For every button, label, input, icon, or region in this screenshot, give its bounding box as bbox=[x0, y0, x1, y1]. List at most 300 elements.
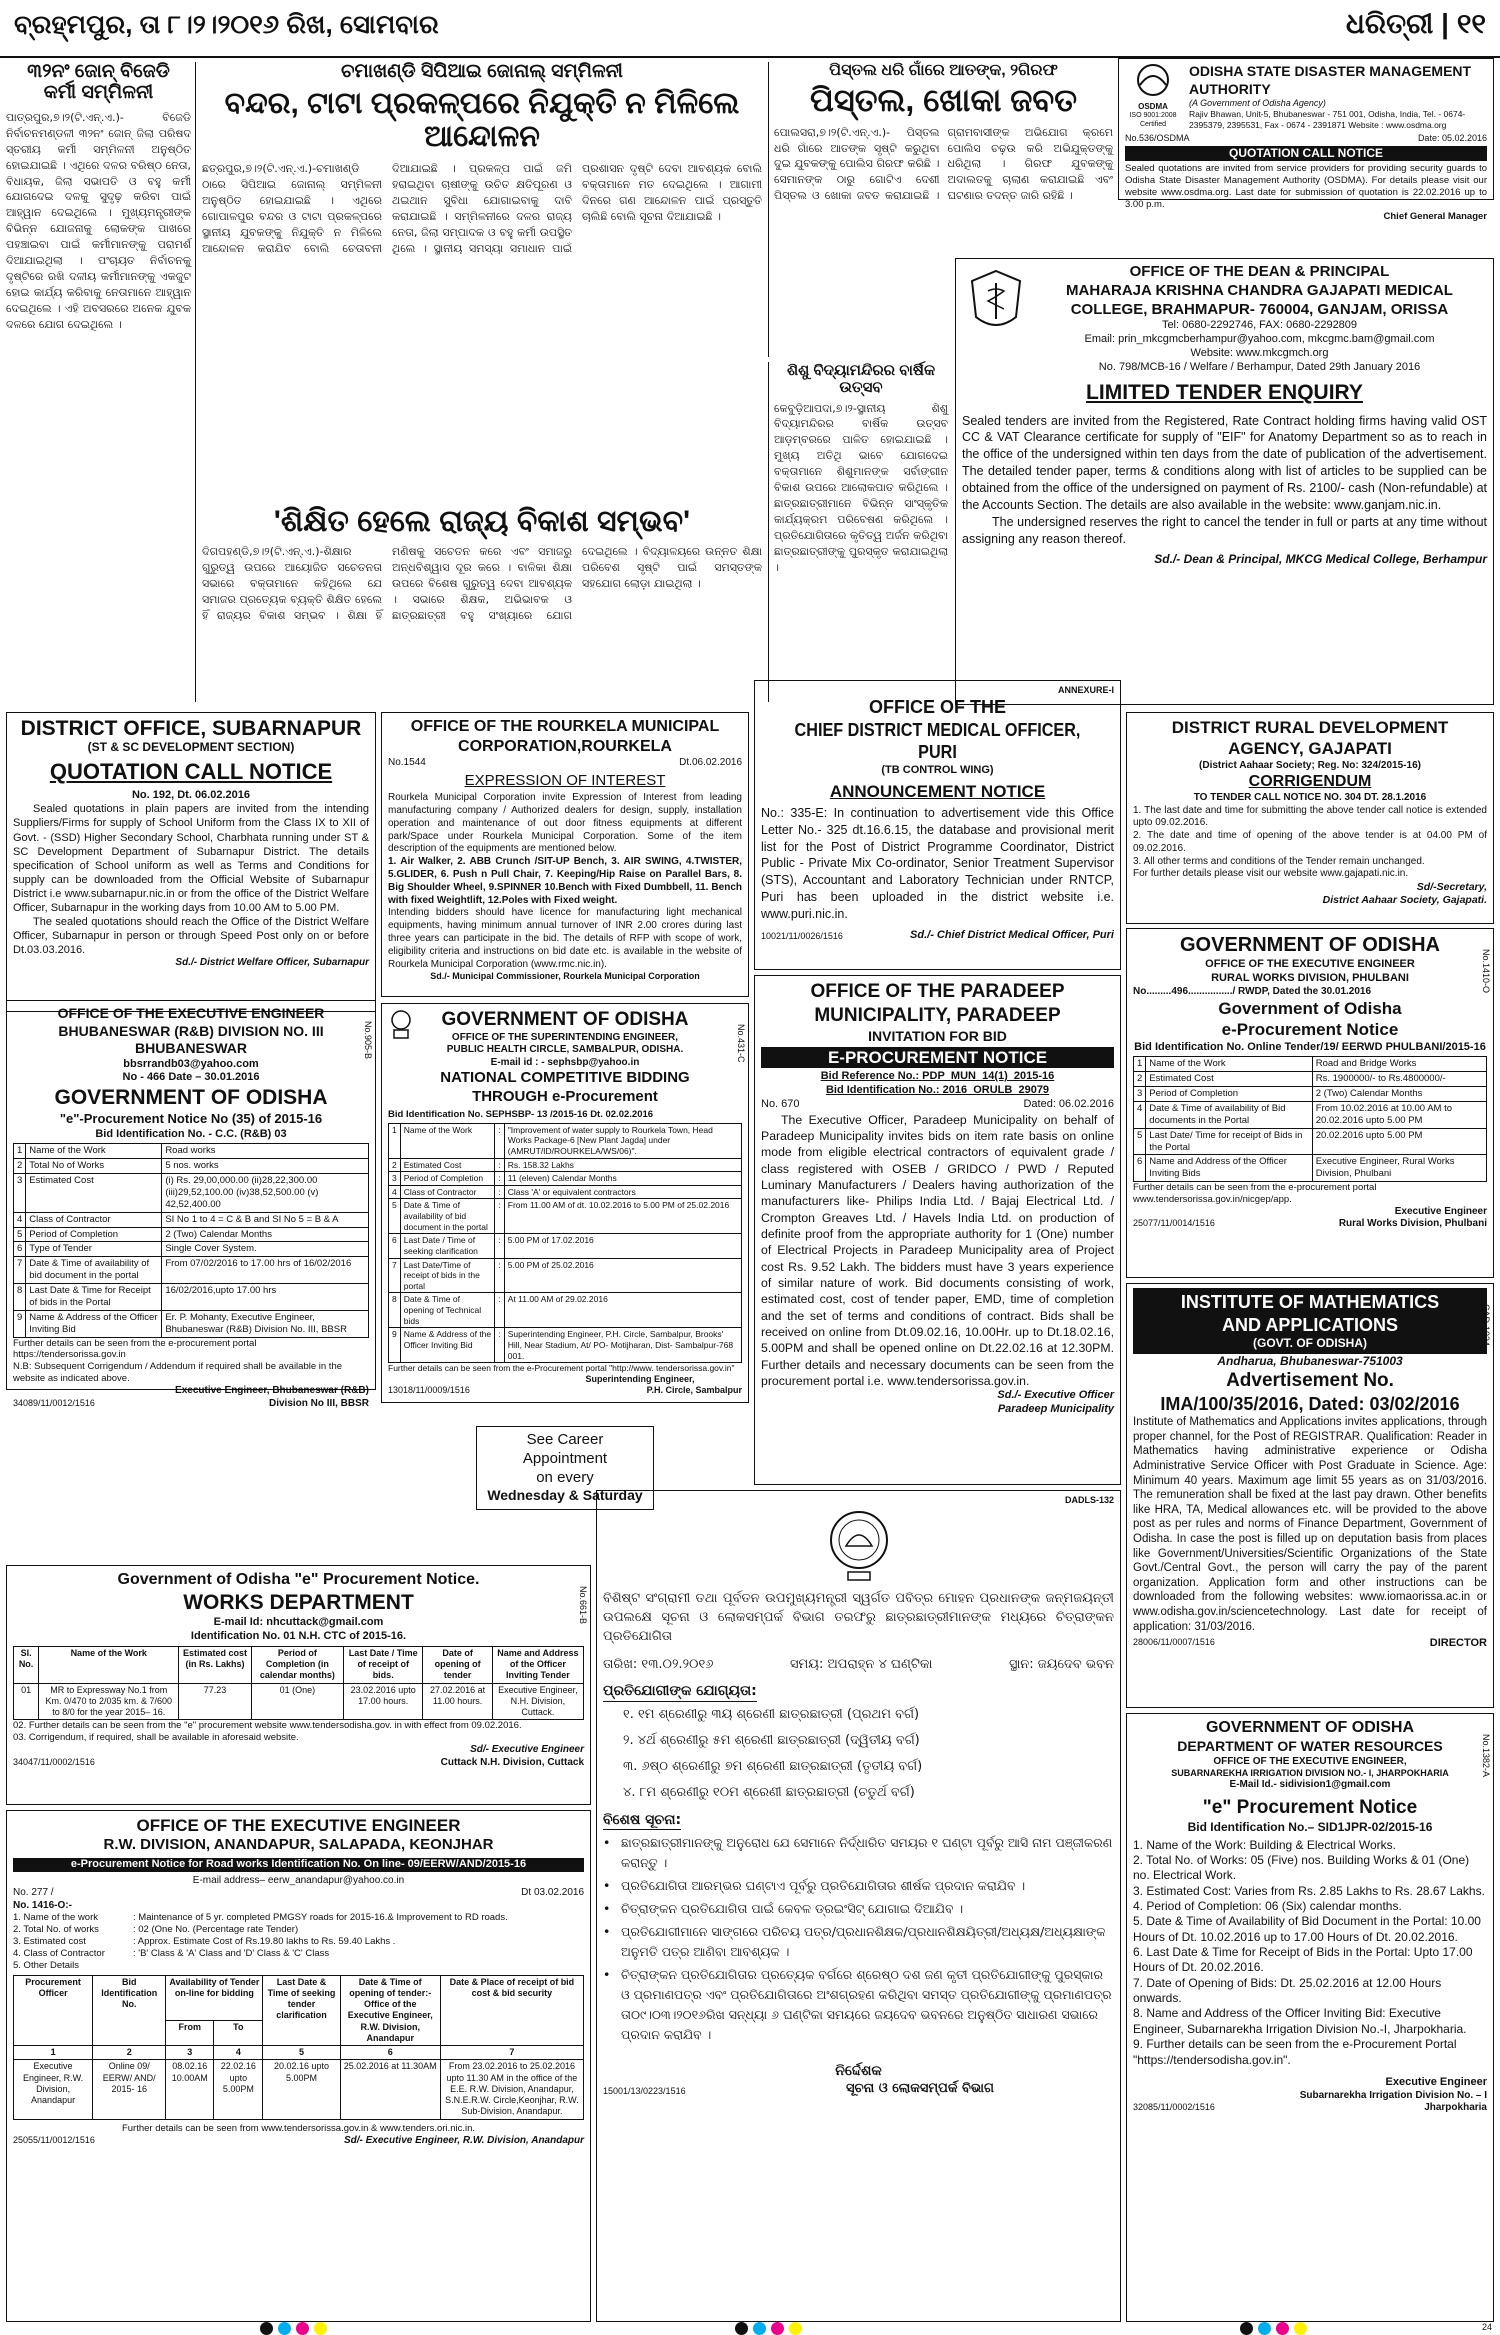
table-cell: Type of Tender bbox=[26, 1242, 162, 1257]
ad-gov: GOVERNMENT OF ODISHA bbox=[441, 1009, 689, 1030]
table-cell: Name & Address of the Officer Inviting Bid bbox=[26, 1310, 162, 1337]
ad-body: Sealed quotations are invited from service providers for providing security guards to Odisha State Disaster Management Authority (OSDMA). For details please visit our website www.osdma.org. Last date for submission of quotation is 22.02.2016 up to 3.00 p.m. bbox=[1125, 162, 1487, 211]
table-cell: 1 bbox=[14, 1144, 26, 1159]
news-title: ୩୨ନଂ ଜୋନ୍ ବିଜେଡି bbox=[27, 61, 170, 82]
ad-bid-ref: Bid Reference No.: PDP_MUN_14(1)_2015-16 bbox=[820, 1070, 1055, 1083]
ad-side-code: No.431-C bbox=[736, 1024, 746, 1063]
ad-email: E-mail address– eerw_anandapur@yahoo.co.in bbox=[192, 1874, 405, 1886]
item-value: : 02 (One No. (Percentage rate Tender) bbox=[133, 1924, 299, 1936]
ad-line: CHIEF DISTRICT MEDICAL OFFICER, PURI bbox=[794, 719, 1081, 763]
phed-table bbox=[388, 1123, 742, 1364]
ad-item: 2. The date and time of opening of the above tender is at 04.00 PM of 09.02.2016. bbox=[1133, 830, 1487, 854]
news-body: ଛତ୍ରପୁର,୭।୨(ଟି.ଏନ୍.ଏ.)-ଚମାଖଣ୍ଡି ଠାରେ ସିପିଆଇ ଜୋନାଲ୍ ସମ୍ମିଳନୀ ଅନୁଷ୍ଠିତ ହୋଇଯାଇଛି । ଏଥିରେ ଗୋପାଳପୁର ବନ୍ଦର ଓ ଟାଟା ପ୍ରକଳ୍ପରେ ସ୍ଥାନୀୟ ଯୁବକଙ୍କୁ ନିଯୁକ୍ତି ନ ମିଳିଲେ ଆନ୍ଦୋଳନ କରାଯିବ ବୋଲି ଚେତାବନୀ ଦିଆଯାଇଛି । ପ୍ରକଳ୍ପ ପାଇଁ ଜମି ହରାଇଥିବା ଚାଷୀଙ୍କୁ ଉଚିତ କ୍ଷତିପୂରଣ ଓ ଥଇଥାନ ସୁବିଧା ଯୋଗାଇବାକୁ ଦାବି କରାଯାଇଛି । ସମ୍ମିଳନୀରେ ଦଳର ରାଜ୍ୟ ନେତା, ଜିଲା ସମ୍ପାଦକ ଓ ବହୁ କର୍ମୀ ଉପସ୍ଥିତ ଥିଲେ । ସ୍ଥାନୀୟ ସମସ୍ୟା ସମାଧାନ ପାଇଁ ପ୍ରଶାସନ ଦୃଷ୍ଟି ଦେବା ଆବଶ୍ୟକ ବୋଲି ବକ୍ତାମାନେ ମତ ଦେଇଥିଲେ । ଆଗାମୀ ଦିନରେ ଗଣ ଆନ୍ଦୋଳନ ପାଇଁ ପ୍ରସ୍ତୁତି ଚାଲିଛି ବୋଲି ସୂଚନା ଦିଆଯାଇଛି । bbox=[202, 161, 762, 255]
ad-subarnarekha bbox=[1126, 1713, 1494, 2322]
ad-phed-sambalpur bbox=[381, 1003, 749, 1403]
ad-signature: Division No III, BBSR bbox=[268, 1397, 369, 1409]
ad-drda-gajapati bbox=[1126, 712, 1494, 924]
ad-line: DISTRICT OFFICE, SUBARNAPUR bbox=[20, 717, 362, 740]
notes-title: ବିଶେଷ ସୂଚନା: bbox=[603, 1812, 681, 1831]
ad-code: DADLS-132 bbox=[1064, 1495, 1114, 1505]
table-row bbox=[1134, 1057, 1487, 1072]
career-line: Wednesday & Saturday bbox=[487, 1487, 643, 1504]
table-row bbox=[1134, 1128, 1487, 1155]
news-kicker: ଚମାଖଣ୍ଡି ସିପିଆଇ ଜୋନାଲ୍ ସମ୍ମିଳନୀ bbox=[341, 61, 623, 82]
ad-ref-no: No.536/OSDMA bbox=[1125, 132, 1190, 143]
ad-line: INVITATION FOR BID bbox=[868, 1027, 1007, 1044]
ad-footer-note: N.B: Subsequent Corrigendum / Addendum if required shall be available in the website as indicated above. bbox=[13, 1361, 343, 1385]
ad-heading: E-PROCUREMENT NOTICE bbox=[761, 1047, 1114, 1068]
list-item: 5. Date & Time of Availability of Bid Document in the Portal: 10.00 Hours of Dt. 10.02.2016 up to 17.00 Hours of Dt. 20.02.2016. bbox=[1133, 1914, 1481, 1944]
table-cell: : bbox=[495, 1199, 504, 1234]
ad-line: OFFICE OF THE EXECUTIVE ENGINEER bbox=[1205, 958, 1415, 970]
col-header: Name of the Work bbox=[39, 1646, 179, 1683]
ad-email: bbsrrandb03@yahoo.com bbox=[123, 1057, 259, 1070]
table-cell: Period of Completion bbox=[26, 1227, 162, 1242]
list-item bbox=[13, 1936, 584, 1948]
categories-list bbox=[603, 1702, 1114, 1806]
ad-intro: ବିଶିଷ୍ଟ ସଂଗ୍ରାମୀ ତଥା ପୂର୍ବତନ ଉପମୁଖ୍ୟମନ୍ତ୍ରୀ ସ୍ୱର୍ଗତ ପବିତ୍ର ମୋହନ ପ୍ରଧାନଙ୍କ ଜନ୍ମଜୟନ୍ତୀ ଉପଲକ୍ଷେ ସୂଚନା ଓ ଲୋକସମ୍ପର୍କ ବିଭାଗ ତରଫରୁ ଛାତ୍ରଛାତ୍ରୀମାନଙ୍କ ମଧ୍ୟରେ ଚିତ୍ରାଙ୍କନ ପ୍ରତିଯୋଗିତା bbox=[603, 1591, 1114, 1644]
ad-bbsr-rnb bbox=[6, 1000, 376, 1409]
ad-line: OFFICE OF THE ROURKELA MUNICIPAL bbox=[410, 718, 720, 735]
table-row bbox=[389, 1123, 742, 1158]
bullet-icon: • bbox=[603, 1901, 611, 1917]
col-header: Procurement Officer bbox=[14, 1975, 93, 2046]
career-line: Appointment bbox=[522, 1449, 608, 1467]
col-header: Last Date / Time of receipt of bids. bbox=[343, 1646, 422, 1683]
ad-code: 13018/11/0009/1516 bbox=[388, 1385, 470, 1395]
ad-email: E-Mail Id.- sidivision1@gmail.com bbox=[1229, 1779, 1391, 1791]
page-number: ୧୧ bbox=[1456, 8, 1486, 39]
table-cell: 20.02.2016 upto 5.00 PM bbox=[1312, 1128, 1486, 1155]
item-value: : Maintenance of 5 yr. completed PMGSY roads for 2015-16.& Improvement to RD roads. bbox=[133, 1912, 508, 1924]
ad-ref-no: IMA/100/35/2016, Dated: 03/02/2016 bbox=[1160, 1393, 1460, 1414]
anandapur-table bbox=[13, 1975, 584, 2120]
ad-footer-note: Further details can be seen from the e-Procurement portal "http://www. tendersorissa.gov.in" bbox=[388, 1363, 735, 1374]
ad-signature: Cuttack N.H. Division, Cuttack bbox=[440, 1756, 584, 1768]
color-dot bbox=[753, 2322, 766, 2335]
color-dot bbox=[1258, 2322, 1271, 2335]
table-cell: 8 bbox=[389, 1293, 401, 1328]
table-cell: (i) Rs. 29,00,000.00 (ii)28,22,300.00 (iii)29,52,100.00 (iv)38,52,500.00 (v) 42,52,400.00 bbox=[162, 1174, 369, 1213]
list-item: 8. Name and Address of the Officer Inviting Bid: Executive Engineer, Subarnarekha Irrigation Division No.-I, Jharpokharia. bbox=[1133, 2006, 1467, 2036]
ad-line: DEPARTMENT OF WATER RESOURCES bbox=[1177, 1738, 1443, 1754]
ad-body: Rourkela Municipal Corporation invite Expression of Interest from leading manufacturing company / Authorized dealers for design, supply, installation operation and maintenance of out door fitness equipments at different park/Space under Rourkela Municipal Corporation. Some of the item description of the equipments are mentioned below. bbox=[388, 792, 742, 855]
note-text: ପ୍ରତିଯୋଗିତା ଆରମ୍ଭର ଘଣ୍ଟାଏ ପୂର୍ବରୁ ପ୍ରତିଯୋଗିତାର ଶୀର୍ଷକ ପ୍ରଦାନ କରାଯିବ । bbox=[621, 1878, 1026, 1894]
table-cell: 1 bbox=[389, 1123, 401, 1158]
table-cell: : bbox=[495, 1234, 504, 1258]
ad-gov: GOVERNMENT OF ODISHA bbox=[54, 1086, 328, 1109]
ad-signature: Sd/- Executive Engineer bbox=[470, 1744, 584, 1755]
table-cell: 2 bbox=[389, 1158, 401, 1172]
bullet-icon: • bbox=[603, 1967, 611, 1983]
col-header: Estimated cost (in Rs. Lakhs) bbox=[179, 1646, 251, 1683]
list-item: 2. Total No. of Works: 05 (Five) nos. Building Works & 01 (One) no. Electrical Work. bbox=[1133, 1852, 1470, 1883]
ad-line: (District Aahaar Society; Reg. No: 324/2015-16) bbox=[1199, 759, 1421, 771]
note-item bbox=[603, 1922, 1114, 1962]
news-school-function bbox=[768, 362, 948, 702]
color-dot bbox=[735, 2322, 748, 2335]
ad-line: SUBARNAREKHA IRRIGATION DIVISION NO.- I, JHARPOKHARIA bbox=[1171, 1768, 1449, 1778]
ad-signature: Executive Engineer bbox=[1394, 1205, 1487, 1217]
table-cell: : bbox=[495, 1293, 504, 1328]
table-cell: Last Date/Time of receipt of bids in the portal bbox=[400, 1258, 495, 1293]
ad-rwd-phulbani bbox=[1126, 928, 1494, 1278]
color-registration-marks bbox=[0, 2322, 1500, 2335]
ad-subtitle: (A Government of Odisha Agency) bbox=[1189, 98, 1326, 108]
ad-signature: Sd./- Executive Officer bbox=[997, 1389, 1114, 1402]
table-row bbox=[389, 1293, 742, 1328]
table-cell: 5 bbox=[14, 1227, 26, 1242]
col-number: 6 bbox=[340, 2046, 440, 2060]
ad-ref-no: No. 798/MCB-16 / Welfare / Berhampur, Dated 29th January 2016 bbox=[1098, 360, 1421, 373]
item-value: : Approx. Estimate Cost of Rs.19.80 lakhs to Rs. 59.40 Lakhs . bbox=[133, 1936, 396, 1947]
table-cell: Last Date & Time for Receipt of bids in the Portal bbox=[26, 1284, 162, 1311]
color-dot bbox=[296, 2322, 309, 2335]
table-cell: From 23.02.2016 to 25.02.2016 upto 11.30 AM in the office of the E.E. R.W. Division, Anandapur, S.N.E.R.W. Circle,Keonjhar, R.W. Sub-Division, Anandapur. bbox=[440, 2060, 583, 2119]
ad-heading: EXPRESSION OF INTEREST bbox=[464, 771, 666, 789]
ad-date: Dated: 06.02.2016 bbox=[1023, 1097, 1114, 1110]
table-cell: Date & Time of availability of bid document in the portal bbox=[400, 1199, 495, 1234]
table-cell: 6 bbox=[389, 1234, 401, 1258]
list-item bbox=[13, 1912, 584, 1924]
bullet-icon: • bbox=[603, 1878, 611, 1894]
list-item bbox=[13, 1960, 584, 1972]
ad-footer-note: Further details can be seen from www.tendersorissa.gov.in & www.tenders.ori.nic.in. bbox=[121, 2122, 476, 2134]
table-cell: Road works bbox=[162, 1144, 369, 1159]
table-cell: 6 bbox=[14, 1242, 26, 1257]
table-cell: : bbox=[495, 1123, 504, 1158]
col-header: Date of opening of tender bbox=[423, 1646, 492, 1683]
category-item: ୪. ୮ମ ଶ୍ରେଣୀରୁ ୧୦ମ ଶ୍ରେଣୀ ଛାତ୍ରଛାତ୍ରୀ (ଚତୁର୍ଥ ବର୍ଗ) bbox=[623, 1784, 915, 1800]
ad-heading: e-Procurement Notice bbox=[1221, 1020, 1399, 1040]
ad-body: Sealed quotations in plain papers are invited from the intending Suppliers/Firms for supply of School Uniform from the Class IX to XII of Govt. - (SSD) Higher Secondary School, Charbhata running under ST & SC Development Department of Subarnapur District. The details specification of School uniform as well as Terms and Conditions for supply can be downloaded from the Official Website of Subarnapur District i.e www.subarnapur.nic.in or from the office of the District Welfare Officer, Subarnapur in the working days from 10.00 AM to 5.00 PM. bbox=[13, 803, 369, 914]
list-item: 3. Estimated Cost: Varies from Rs. 2.85 Lakhs to Rs. 28.67 Lakhs. bbox=[1133, 1883, 1485, 1898]
ad-signature: P.H. Circle, Sambalpur bbox=[646, 1385, 742, 1395]
ad-banner bbox=[1133, 1288, 1487, 1354]
ad-ref-no: TO TENDER CALL NOTICE NO. 304 DT. 28.1.2016 bbox=[1193, 792, 1427, 803]
table-row bbox=[389, 1172, 742, 1186]
ad-email: E-mail Id: nhcuttack@gmail.com bbox=[213, 1616, 384, 1629]
ad-code: 25077/11/0014/1516 bbox=[1133, 1218, 1215, 1229]
news-cpi-conference bbox=[202, 62, 762, 502]
table-cell: 2 bbox=[1134, 1072, 1146, 1087]
ad-line: OFFICE OF THE bbox=[869, 697, 1006, 718]
ad-cdmo-puri bbox=[754, 680, 1121, 970]
table-cell: 3 bbox=[14, 1174, 26, 1213]
col-number: 7 bbox=[440, 2046, 583, 2060]
ad-bid-id: Bid Identification No.: 2016_ORULB_29079 bbox=[825, 1084, 1050, 1096]
ad-signature: Paradeep Municipality bbox=[997, 1403, 1114, 1416]
table-cell: Name of the Work bbox=[400, 1123, 495, 1158]
table-cell: : bbox=[495, 1158, 504, 1172]
table-row bbox=[1134, 1155, 1487, 1182]
news-education bbox=[202, 505, 762, 705]
table-cell: SI No 1 to 4 = C & B and SI No 5 = B & A bbox=[162, 1212, 369, 1227]
ad-annexure: ANNEXURE-I bbox=[1057, 685, 1114, 695]
table-cell: Name & Address of the Officer Inviting Bid bbox=[400, 1328, 495, 1363]
table-row bbox=[14, 1310, 369, 1337]
header-paper-page: ଧରିତ୍ରୀ | ୧୧ bbox=[1345, 8, 1486, 39]
ad-heading: CORRIGENDUM bbox=[1248, 773, 1372, 790]
ad-items bbox=[1133, 1838, 1487, 2068]
table-cell: 3 bbox=[1134, 1087, 1146, 1102]
career-line: See Career bbox=[526, 1431, 604, 1448]
table-cell: 16/02/2016,upto 17.00 hrs bbox=[162, 1284, 369, 1311]
ad-line: AGENCY, GAJAPATI bbox=[1228, 739, 1392, 759]
ad-line: OFFICE OF THE EXECUTIVE ENGINEER, bbox=[1213, 1755, 1407, 1767]
competition-details bbox=[603, 1657, 1114, 1673]
ad-signature: Sd./- Chief District Medical Officer, Puri bbox=[910, 928, 1114, 941]
news-headline: 'ଶିକ୍ଷିତ ହେଲେ ରାଜ୍ୟ ବିକାଶ ସମ୍ଭବ' bbox=[273, 505, 691, 538]
table-cell: MR to Expressway No.1 from Km. 0/470 to 2/035 km. & 7/600 to 8/0 for the year 2015– 16. bbox=[39, 1683, 179, 1720]
ad-ref-no: No. 277 / bbox=[13, 1887, 54, 1899]
ad-signature: Executive Engineer, Bhubaneswar (R&B) bbox=[175, 1385, 369, 1396]
table-row bbox=[389, 1158, 742, 1172]
table-cell: Er. P. Mohanty, Executive Engineer, Bhubaneswar (R&B) Division No. III, BBSR bbox=[162, 1310, 369, 1337]
ad-line: BHUBANESWAR (R&B) DIVISION NO. III bbox=[58, 1022, 324, 1039]
color-dot bbox=[771, 2322, 784, 2335]
table-row bbox=[1134, 1101, 1487, 1128]
table-cell: Rs. 158.32 Lakhs bbox=[504, 1158, 741, 1172]
header-date-line: ବ୍ରହ୍ମପୁର, ତା ୮।୨।୨୦୧୬ ରିଖ, ସୋମବାର bbox=[14, 9, 439, 39]
table-cell: 4 bbox=[1134, 1101, 1146, 1128]
ad-ref-no: No.........496................/ RWDP, Dated the 30.01.2016 bbox=[1133, 985, 1372, 997]
ad-signature: Sd./- Dean & Principal, MKCG Medical College, Berhampur bbox=[1154, 551, 1487, 566]
odisha-emblem-icon bbox=[386, 1008, 416, 1042]
ad-bid-id: Bid Identification No. Online Tender/19/ EERWD PHULBANI/2015-16 bbox=[1134, 1040, 1486, 1053]
table-row bbox=[389, 1199, 742, 1234]
news-title: କର୍ମୀ ସମ୍ମିଳନୀ bbox=[43, 81, 154, 103]
ad-website: Website: www.mkcgmch.org bbox=[1190, 346, 1329, 359]
competition-date: ତାରିଖ: ୧୩.୦୨.୨୦୧୬ bbox=[603, 1656, 714, 1672]
table-cell: Executive Engineer, Rural Works Division, Phulbani bbox=[1312, 1155, 1486, 1182]
ad-side-code: No.905-B bbox=[363, 1021, 373, 1060]
ad-footer-note: 03. Corrigendum, if required, shall be available in aforesaid website. bbox=[13, 1732, 299, 1744]
col-header: Last Date & Time of seeking tender clarification bbox=[263, 1975, 340, 2046]
ad-line: OFFICE OF THE PARADEEP bbox=[810, 981, 1065, 1002]
ad-bid-id: Bid Identification No.– SID1JPR-02/2015-16 bbox=[1187, 1819, 1433, 1834]
ad-body: Sealed tenders are invited from the Registered, Rate Contract holding firms having valid OST CC & VAT Clearance certificate for supply of "EIF" for Anatomy Department so as to reach in the office of the undersigned within ten days from the date of publication of the advertisement. The detailed tender paper, terms & conditions along with list of articles to be supplied can be obtained from the office of the undersigned on payment of Rs. 2100/- cash (Non-refundable) at the Accounts Section. The details are also available in the website: www.ganjam.nic.in. bbox=[962, 413, 1487, 512]
ad-line: DISTRICT RURAL DEVELOPMENT bbox=[1171, 718, 1449, 737]
news-headline: ବନ୍ଦର, ଟାଟା ପ୍ରକଳ୍ପରେ ନିଯୁକ୍ତି ନ ମିଳିଲେ ଆନ୍ଦୋଳନ bbox=[224, 86, 740, 153]
ad-heading: "e" Procurement Notice bbox=[1202, 1796, 1418, 1818]
note-text: ଚିତ୍ରାଙ୍କନ ପ୍ରତିଯୋଗିତାର ପ୍ରତ୍ୟେକ ବର୍ଗରେ ଶ୍ରେଷ୍ଠ ଦଶ ଜଣ କୃତୀ ପ୍ରତିଯୋଗୀଙ୍କୁ ପୁରସ୍କାର ଓ ପ୍ରମାଣପତ୍ର ଏବଂ ପ୍ରତିଯୋଗିତାରେ ଅଂଶଗ୍ରହଣ କରିଥିବା ସମସ୍ତ ପ୍ରତିଯୋଗୀଙ୍କୁ ପ୍ରମାଣପତ୍ର ତା୦୯।୦୩।୨୦୧୬ରିଖ ସନ୍ଧ୍ୟା ୬ ଘଣ୍ଟିକା ସମୟରେ ଜୟଦେବ ଭବନରେ ଅନୁଷ୍ଠିତ ସାଧାରଣ ସଭାରେ ପ୍ରଦାନ କରାଯିବ । bbox=[621, 1967, 1112, 2043]
ad-side-code: No.661-B bbox=[578, 1586, 588, 1625]
table-cell: 01 (One) bbox=[251, 1683, 343, 1720]
table-cell: : bbox=[495, 1258, 504, 1293]
ad-side-code: CAD-1034 bbox=[1481, 1304, 1491, 1347]
table-cell: 7 bbox=[14, 1257, 26, 1284]
ad-heading: ANNOUNCEMENT NOTICE bbox=[829, 781, 1046, 801]
table-row bbox=[14, 1257, 369, 1284]
notes-list bbox=[603, 1833, 1114, 2045]
table-cell: Name and Address of the Officer Inviting Bids bbox=[1146, 1155, 1312, 1182]
col-number: 5 bbox=[263, 2046, 340, 2060]
note-item bbox=[603, 1876, 1114, 1896]
table-row bbox=[14, 1284, 369, 1311]
ad-signature: DIRECTOR bbox=[1429, 1637, 1487, 1650]
ad-signature: Superintending Engineer, bbox=[585, 1373, 695, 1384]
ad-ref-no: No. 670 bbox=[761, 1097, 800, 1110]
note-item bbox=[603, 1899, 1114, 1919]
competition-place: ସ୍ଥାନ: ଜୟଦେବ ଭବନ bbox=[1009, 1656, 1114, 1672]
ad-address: Andharua, Bhubaneswar-751003 bbox=[1217, 1354, 1403, 1368]
news-kicker: ପିସ୍ତଲ ଧରି ଗାଁରେ ଆତଙ୍କ, ୨ଗିରଫ bbox=[829, 62, 1058, 79]
ad-date: Dt 03.02.2016 bbox=[521, 1887, 584, 1899]
color-dot bbox=[1276, 2322, 1289, 2335]
table-row bbox=[389, 1185, 742, 1199]
table-cell: Date & Time of availability of Bid documents in the Portal bbox=[1146, 1101, 1312, 1128]
ad-works-department bbox=[6, 1565, 591, 1805]
category-item: ୨. ୪ର୍ଥ ଶ୍ରେଣୀରୁ ୫ମ ଶ୍ରେଣୀ ଛାତ୍ରଛାତ୍ରୀ (ଦ୍ୱିତୀୟ ବର୍ଗ) bbox=[623, 1732, 920, 1748]
ad-signature: ନିର୍ଦ୍ଦେଶକ bbox=[835, 2063, 882, 2080]
list-item: 1. Name of the Work: Building & Electrical Works. bbox=[1133, 1837, 1396, 1852]
category-item: ୧. ୧ମ ଶ୍ରେଣୀରୁ ୩ୟ ଶ୍ରେଣୀ ଛାତ୍ରଛାତ୍ରୀ (ପ୍ରଥମ ବର୍ଗ) bbox=[623, 1706, 920, 1722]
ad-signature: Sd/- Executive Engineer, R.W. Division, Anandapur bbox=[343, 2134, 584, 2146]
table-cell: 3 bbox=[389, 1172, 401, 1186]
table-cell: : bbox=[495, 1172, 504, 1186]
list-item: 6. Last Date & Time for Receipt of Bids in the Portal: Upto 17.00 Hours of Dt. 20.02.2016. bbox=[1133, 1945, 1473, 1975]
ad-ref-no: No - 466 Date – 30.01.2016 bbox=[122, 1071, 260, 1084]
ad-code: 28006/11/0007/1516 bbox=[1133, 1637, 1215, 1648]
table-row bbox=[389, 1328, 742, 1363]
ad-body: The Executive Officer, Paradeep Municipality on behalf of Paradeep Municipality invites bids on item rate basis on online mode from eligible electrical contractors of equivalent grade / class registered with OSEB / GRIDCO / PWD / Reputed Luminary Manufacturers / Dealers having authorization of the manufacturers like- Philips India Ltd. / Bajaj Electrical Ltd. / Crompton Greaves Ltd. / Havels India Ltd. on production of definite proof from the appropriate authority for 1 (One) number of Electrical Projects in Paradeep Municipality area of Project cost Rs. 9.52 Lakh. The bidders must have 3 years experience of similar nature of work. Bid documents consisting of work, estimated cost, cost of tender paper, EMD, time of completion and the set of terms and conditions of contract. Bids shall be received on online from Dt.09.02.16, 10.00Hr. up to Dt.18.02.16, 5.00PM and shall be opened online on Dt.22.02.16 at 12.30PM. Further details and necessary documents can be seen from the procurement portal i.e. www.tendersorissa.gov.in. bbox=[761, 1112, 1114, 1388]
item-label: 3. Estimated cost bbox=[13, 1936, 86, 1947]
ad-line: MAHARAJA KRISHNA CHANDRA GAJAPATI MEDICAL bbox=[1066, 281, 1453, 299]
page-header bbox=[0, 0, 1500, 58]
table-cell: Executive Engineer, N.H. Division, Cuttack. bbox=[492, 1683, 583, 1720]
ad-code: 34089/11/0012/1516 bbox=[13, 1397, 95, 1408]
footer-page-number: 24 bbox=[1481, 2322, 1492, 2332]
ad-signature: ସୂଚନା ଓ ଲୋକସମ୍ପର୍କ ବିଭାଗ bbox=[846, 2080, 994, 2096]
col-number: 4 bbox=[214, 2046, 263, 2060]
ad-date: Dt.06.02.2016 bbox=[679, 757, 742, 768]
color-dot bbox=[1240, 2322, 1253, 2335]
works-table bbox=[13, 1646, 584, 1721]
col-number: 3 bbox=[166, 2046, 214, 2060]
categories-title: ପ୍ରତିଯୋଗୀଙ୍କ ଯୋଗ୍ୟତା: bbox=[603, 1683, 757, 1702]
table-cell: Class 'A' or equivalent contractors bbox=[504, 1185, 741, 1199]
table-cell: 77.23 bbox=[179, 1683, 251, 1720]
table-row bbox=[14, 1242, 369, 1257]
bbsr-table bbox=[13, 1143, 369, 1337]
ad-code: 32085/11/0002/1516 bbox=[1133, 2102, 1215, 2113]
ad-code: 25055/11/0012/1516 bbox=[13, 2134, 95, 2145]
table-cell: Estimated Cost bbox=[26, 1174, 162, 1213]
table-cell: 23.02.2016 upto 17.00 hours. bbox=[343, 1683, 422, 1720]
ad-heading: THROUGH e-Procurement bbox=[472, 1088, 658, 1105]
col-header: Period of Completion (in calendar months) bbox=[251, 1646, 343, 1683]
table-cell: Road and Bridge Works bbox=[1312, 1057, 1486, 1072]
ad-line: R.W. DIVISION, ANANDAPUR, SALAPADA, KEONJHAR bbox=[103, 1836, 494, 1854]
table-row bbox=[14, 1227, 369, 1242]
odisha-govt-emblem-icon bbox=[824, 1506, 894, 1584]
item-label: 1. Name of the work bbox=[13, 1912, 99, 1924]
color-dot bbox=[278, 2322, 291, 2335]
table-row bbox=[1134, 1087, 1487, 1102]
table-cell: 2 (Two) Calendar Months bbox=[162, 1227, 369, 1242]
table-cell: : bbox=[495, 1328, 504, 1363]
ad-ref-no: No. 192, Dt. 06.02.2016 bbox=[131, 788, 250, 801]
col-header: Date & Time of opening of tender:- Office of the Executive Engineer, R.W. Division, Anandapur bbox=[340, 1975, 440, 2046]
table-cell: 25.02.2016 at 11.30AM bbox=[340, 2060, 440, 2119]
ad-heading: WORKS DEPARTMENT bbox=[183, 1591, 414, 1614]
table-row bbox=[14, 1174, 369, 1213]
table-row bbox=[14, 1144, 369, 1159]
ad-line: PUBLIC HEALTH CIRCLE, SAMBALPUR, ODISHA. bbox=[446, 1044, 684, 1056]
ad-drawing-competition bbox=[596, 1490, 1121, 2322]
item-value: : 'B' Class & 'A' Class and 'D' Class & 'C' Class bbox=[133, 1947, 330, 1959]
ad-item: 3. All other terms and conditions of the Tender remain unchanged. bbox=[1133, 855, 1425, 867]
table-cell: Class of Contractor bbox=[26, 1212, 162, 1227]
ad-line: OFFICE OF THE DEAN & PRINCIPAL bbox=[1129, 263, 1390, 280]
note-text: ଚିତ୍ରାଙ୍କନ ପ୍ରତିଯୋଗିତା ପାଇଁ କେବଳ ଡ୍ରଇଂସିଟ୍ ଯୋଗାଇ ଦିଆଯିବ । bbox=[621, 1901, 964, 1917]
table-cell: Last Date / Time of seeking clarification bbox=[400, 1234, 495, 1258]
col-number: 2 bbox=[93, 2046, 166, 2060]
news-headline: ପିସ୍ତଲ, ଖୋକା ଜବତ bbox=[809, 82, 1078, 119]
ad-line: INSTITUTE OF MATHEMATICS bbox=[1180, 1292, 1440, 1312]
ad-side-code: No.1410-O bbox=[1481, 949, 1491, 994]
col-header: Sl. No. bbox=[14, 1646, 39, 1683]
ad-signature: Rural Works Division, Phulbani bbox=[1338, 1218, 1487, 1230]
table-cell: Class of Contractor bbox=[400, 1185, 495, 1199]
ad-footer-note: Further details can be seen from the e-procurement portal www.tendersorissa.gov.in/nicgep/app. bbox=[1133, 1182, 1377, 1205]
col-header: Name and Address of the Officer Inviting Tender bbox=[492, 1646, 583, 1683]
ad-body: Institute of Mathematics and Applications invites applications, through proper channel, for the Post of REGISTRAR. Qualification: Reader in Mathematics having administrative experience or Odisha Administrative Service Officer with Post Graduate in Science. Age: Minimum 40 years. Maximum age limit 55 years as on 31/03/2016. The remuneration shall be fixed at the last pay drawn. Other benefits like HRA, TA, Medical allowances etc. will be provided to the above post as per rules and norms of Finance Department, Government of Odisha. In case the post is filled up on deputation basis from places like Government/Universities/Scientific Organizations of the State Govt./Central Govt., the person will carry the pay of the parent organization. Application form and other instructions can be downloaded from the following websites: www.iomaorissa.ac.in or www.odisha.gov.in/sciencetechnology. Last date for receipt of application: 31/03/2016. bbox=[1133, 1416, 1487, 1633]
ad-items bbox=[13, 1912, 584, 1971]
table-cell: Date & Time of opening of Technical bids bbox=[400, 1293, 495, 1328]
note-item bbox=[603, 1965, 1114, 2045]
ad-signature: Chief General Manager bbox=[1383, 211, 1487, 223]
ad-items: 1. Air Walker, 2. ABB Crunch /SIT-UP Bench, 3. AIR SWING, 4.TWISTER, 5.GLIDER, 6. Push n Pull Chair, 7. Keeping/Hip Raise on Parallel Bars, 8. Big Shoulder Wheel, 9.SPINNER 10.Bench with Fixed Dumbbell, 11. Bench with fixed Weightlift, 12.Poles with Fixed weight. bbox=[388, 856, 742, 906]
ad-line: RURAL WORKS DIVISION, PHULBANI bbox=[1211, 971, 1409, 984]
ad-signature: Sd./- Municipal Commissioner, Rourkela Municipal Corporation bbox=[430, 971, 700, 982]
ad-signature: District Aahaar Society, Gajapati. bbox=[1322, 894, 1487, 907]
ad-gov: GOVERNMENT OF ODISHA bbox=[1205, 1719, 1414, 1736]
bullet-icon: • bbox=[603, 1835, 611, 1851]
ad-line: COLLEGE, BRAHMAPUR- 760004, GANJAM, ORISSA bbox=[1070, 300, 1449, 318]
table-row bbox=[14, 1212, 369, 1227]
ad-line: CORPORATION,ROURKELA bbox=[458, 738, 672, 755]
news-headline: ଶିଶୁ ବିଦ୍ୟାମନ୍ଦିରର ବାର୍ଷିକ ଉତ୍ସବ bbox=[786, 362, 936, 397]
ad-paradeep bbox=[754, 975, 1121, 1485]
list-item: 9. Further details can be seen from the e-Procurement Portal "https://tendersodisha.gov.in". bbox=[1133, 2037, 1457, 2067]
ad-line: BHUBANESWAR bbox=[135, 1040, 247, 1056]
col-number: 1 bbox=[14, 2046, 93, 2060]
ad-title: Government of Odisha "e" Procurement Notice. bbox=[117, 1571, 480, 1588]
table-cell: Date & Time of availability of bid document in the portal bbox=[26, 1257, 162, 1284]
table-cell: 5 bbox=[389, 1199, 401, 1234]
news-body: ପୋଲସରା,୭।୨(ଟି.ଏନ୍.ଏ.)- ପିସ୍ତଲ ଧରି ଗାଁରେ ଆତଙ୍କ ସୃଷ୍ଟି କରୁଥିବା ଦୁଇ ଯୁବକଙ୍କୁ ପୋଲିସ ଗିରଫ କରିଛି । ସେମାନଙ୍କ ଠାରୁ ଗୋଟିଏ ଦେଶୀ ପିସ୍ତଲ ଓ ଖୋକା ଜବତ କରାଯାଇଛି । ଗ୍ରାମବାସୀଙ୍କ ଅଭିଯୋଗ କ୍ରମେ ପୋଲିସ ଚଢ଼ଉ କରି ଅଭିଯୁକ୍ତଙ୍କୁ ଧରିଥିଲା । ଗିରଫ ଯୁବକଙ୍କୁ ଅଦାଲତକୁ ଚାଲାଣ କରାଯାଇଛି ଏବଂ ଘଟଣାର ତଦନ୍ତ ଜାରି ରହିଛି । bbox=[774, 125, 1113, 203]
list-item: 4. Period of Completion: 06 (Six) calendar months. bbox=[1133, 1898, 1402, 1913]
table-row bbox=[389, 1234, 742, 1258]
note-text: ଛାତ୍ରଛାତ୍ରୀମାନଙ୍କୁ ଅନୁରୋଧ ଯେ ସେମାନେ ନିର୍ଦ୍ଧାରିତ ସମୟର ୧ ଘଣ୍ଟା ପୂର୍ବରୁ ଆସି ନାମ ପଞ୍ଜୀକରଣ କରାନ୍ତୁ । bbox=[621, 1835, 1113, 1871]
color-dot bbox=[789, 2322, 802, 2335]
table-cell: 9 bbox=[389, 1328, 401, 1363]
ad-bid-id: Bid Identification No. - C.C. (R&B) 03 bbox=[95, 1127, 287, 1140]
ad-rourkela bbox=[381, 712, 749, 997]
ad-rw-anandapur bbox=[6, 1810, 591, 2322]
osdma-logo bbox=[1125, 63, 1181, 129]
ad-date: Date: 05.02.2016 bbox=[1417, 132, 1487, 143]
ad-osdma bbox=[1118, 58, 1494, 223]
ad-code: 34047/11/0002/1516 bbox=[13, 1756, 95, 1767]
table-cell: Period of Completion bbox=[400, 1172, 495, 1186]
list-item bbox=[13, 1924, 584, 1936]
col-header: Date & Place of receipt of bid cost & bid security bbox=[440, 1975, 583, 2046]
category-item: ୩. ୬ଷ୍ଠ ଶ୍ରେଣୀରୁ ୭ମ ଶ୍ରେଣୀ ଛାତ୍ରଛାତ୍ରୀ (ତୃତୀୟ ବର୍ଗ) bbox=[623, 1758, 923, 1774]
table-cell: 4 bbox=[14, 1212, 26, 1227]
